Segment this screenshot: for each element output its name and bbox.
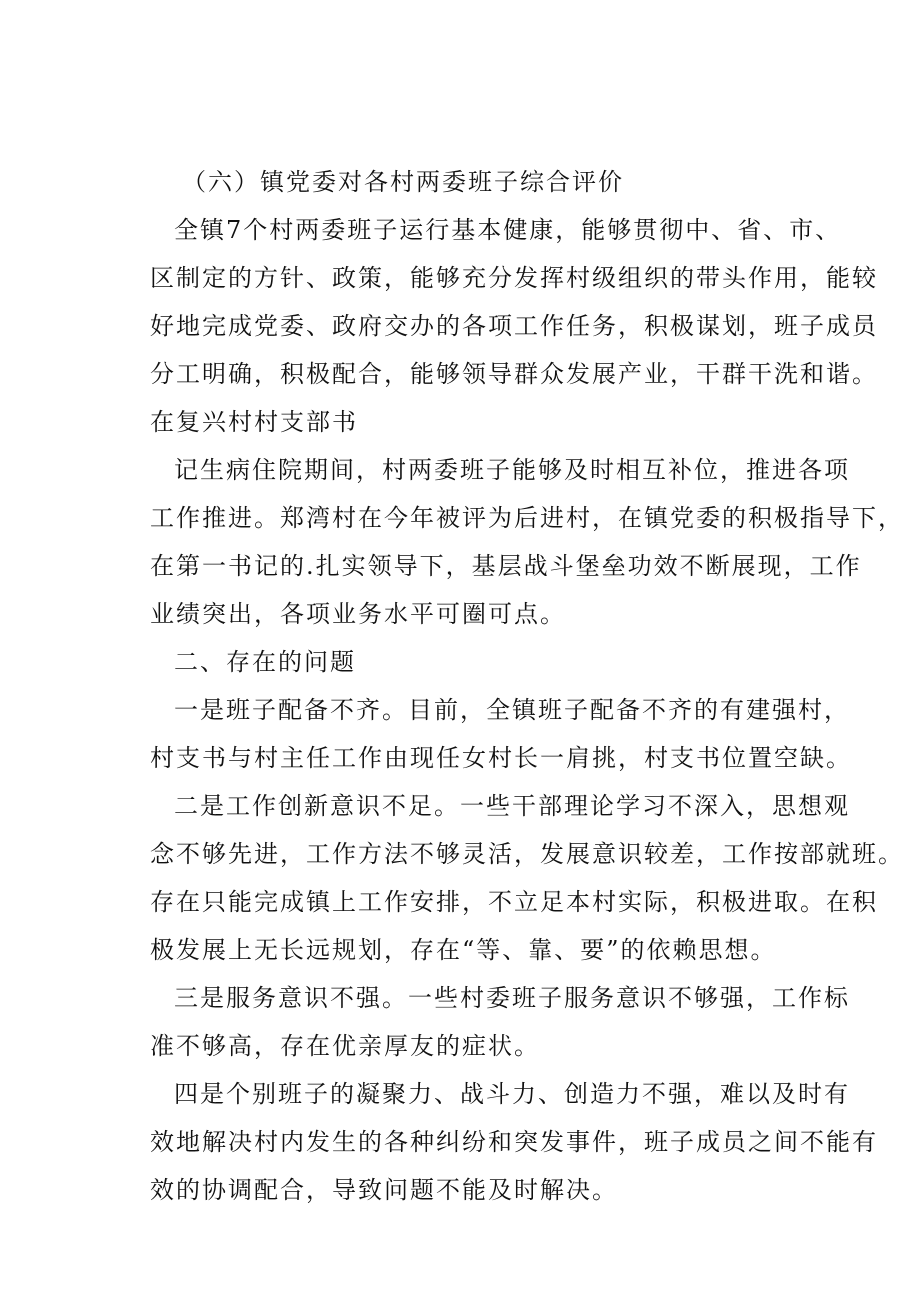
text-line: （六）镇党委对各村两委班子综合评价 bbox=[182, 168, 624, 196]
section-heading-problems bbox=[150, 638, 810, 686]
document-body bbox=[150, 158, 904, 1214]
text-line: 效地解决村内发生的各种纠纷和突发事件，班子成员之间不能有 bbox=[150, 1128, 878, 1156]
text-line: 全镇7个村两委班子运行基本健康，能够贯彻中、省、市、 bbox=[174, 216, 842, 244]
text-line: 二是工作创新意识不足。一些干部理论学习不深入，思想观 bbox=[174, 792, 850, 820]
text-line: 在第一书记的.扎实领导下，基层战斗堡垒功效不断展现，工作 bbox=[150, 552, 862, 580]
text-line: 一是班子配备不齐。目前，全镇班子配备不齐的有建强村， bbox=[174, 696, 850, 724]
section-heading-six bbox=[150, 158, 810, 206]
text-line: 四是个别班子的凝聚力、战斗力、创造力不强，难以及时有 bbox=[174, 1080, 850, 1108]
paragraph-overall-evaluation bbox=[150, 206, 878, 446]
text-line: 分工明确，积极配合，能够领导群众发展产业，干群干洗和谐。 bbox=[150, 360, 878, 388]
paragraph-problem-two bbox=[150, 782, 904, 974]
text-line: 记生病住院期间，村两委班子能够及时相互补位，推进各项 bbox=[174, 456, 850, 484]
text-line: 极发展上无长远规划，存在“等、靠、要”的依赖思想。 bbox=[150, 936, 777, 964]
paragraph-problem-one bbox=[150, 686, 852, 782]
text-line: 业绩突出，各项业务水平可圈可点。 bbox=[150, 600, 566, 628]
paragraph-problem-four bbox=[150, 1070, 878, 1214]
text-line: 效的协调配合，导致问题不能及时解决。 bbox=[150, 1176, 618, 1204]
text-line: 村支书与村主任工作由现任女村长一肩挑，村支书位置空缺。 bbox=[150, 744, 852, 772]
text-line: 准不够高，存在优亲厚友的症状。 bbox=[150, 1032, 540, 1060]
paragraph-problem-three bbox=[150, 974, 850, 1070]
text-line: 好地完成党委、政府交办的各项工作任务，积极谋划，班子成员 bbox=[150, 312, 878, 340]
text-line: 念不够先进，工作方法不够灵活，发展意识较差，工作按部就班。 bbox=[150, 840, 904, 868]
text-line: 存在只能完成镇上工作安排，不立足本村实际，积极进取。在积 bbox=[150, 888, 878, 916]
paragraph-village-details bbox=[150, 446, 904, 638]
text-line: 在复兴村村支部书 bbox=[150, 408, 358, 436]
text-line: 工作推进。郑湾村在今年被评为后进村，在镇党委的积极指导下， bbox=[150, 504, 904, 532]
text-line: 二、存在的问题 bbox=[174, 648, 356, 676]
text-line: 三是服务意识不强。一些村委班子服务意识不够强，工作标 bbox=[174, 984, 850, 1012]
text-line: 区制定的方针、政策，能够充分发挥村级组织的带头作用，能较 bbox=[150, 264, 878, 292]
